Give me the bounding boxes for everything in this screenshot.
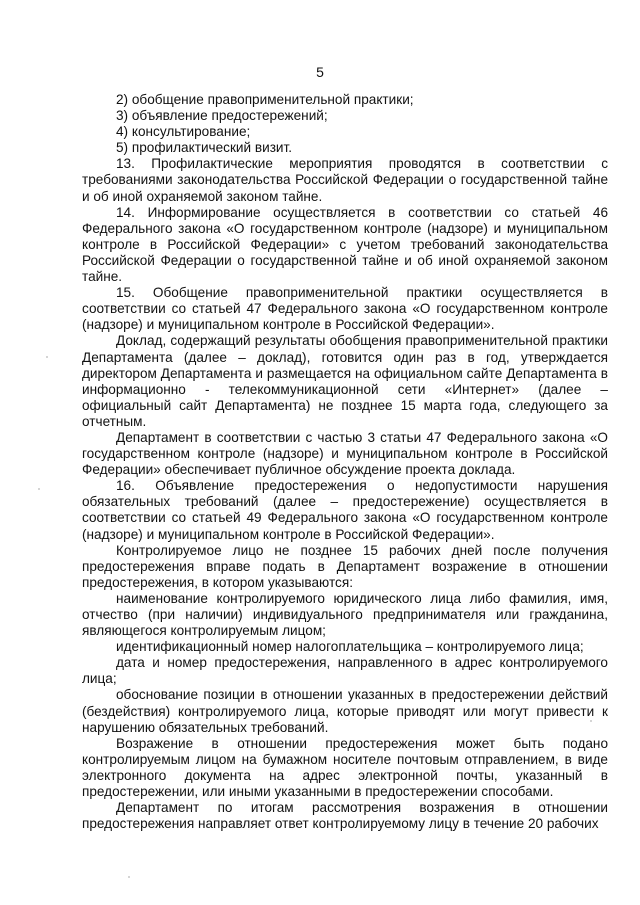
paragraph-16: 16. Объявление предостережения о недопустимости нарушения обязательных требований (далее – предостережение) осуществляется в соответствии со статьей 49 Федерального закона «О государственном контроле (надзоре) и муниципальном контроле в Российской Федерации». [82, 478, 608, 542]
list-item-4: 4) консультирование; [116, 124, 251, 140]
list-item-5: 5) профилактический визит. [116, 140, 293, 156]
paragraph-15: 15. Обобщение правоприменительной практики осуществляется в соответствии со статьей 47 Федерального закона «О государственном контроле (надзоре) и муниципальном контроле в Российской Федерации». [82, 285, 608, 333]
scan-speck [38, 488, 40, 490]
paragraph-objection-inn: идентификационный номер налогоплательщика – контролируемого лица; [116, 639, 584, 655]
paragraph-14: 14. Информирование осуществляется в соответствии со статьей 46 Федерального закона «О государственном контроле (надзоре) и муниципальном контроле в Российской Федерации» с учетом требований законодательства Российской Федерации о государственной тайне и об иной охраняемой законом тайне. [82, 204, 608, 285]
scan-speck [590, 720, 592, 722]
scan-speck [128, 876, 130, 878]
paragraph-report: Доклад, содержащий результаты обобщения правоприменительной практики Департамента (далее – доклад), готовится один раз в год, утверждается директором Департамента и размещается на официальном сайте Департамента в информационно - телекоммуникационной сети «Интернет» (далее – официальный сайт Департамента) не позднее 15 марта года, следующего за отчетным. [82, 333, 608, 429]
paragraph-objection-justification: обоснование позиции в отношении указанных в предостережении действий (бездействия) контролируемого лица, которые приводят или могут привести к нарушению обязательных требований. [82, 687, 608, 735]
list-item-3: 3) объявление предостережений; [116, 108, 328, 124]
paragraph-objection: Контролируемое лицо не позднее 15 рабочих дней после получения предостережения вправе подать в Департамент возражение в отношении предостережения, в котором указываются: [82, 542, 608, 590]
scan-speck [46, 356, 48, 358]
paragraph-response: Департамент по итогам рассмотрения возражения в отношении предостережения направляет ответ контролируемому лицу в течение 20 рабочих [82, 800, 608, 832]
list-item-2: 2) обобщение правоприменительной практики; [116, 92, 414, 107]
page-body [82, 92, 608, 832]
page-number: 5 [316, 64, 324, 80]
paragraph-13: 13. Профилактические мероприятия проводятся в соответствии с требованиями законодательства Российской Федерации о государственной тайне и об иной охраняемой законом тайне. [82, 156, 608, 204]
paragraph-public-discussion: Департамент в соответствии с частью 3 статьи 47 Федерального закона «О государственном контроле (надзоре) и муниципальном контроле в Российской Федерации» обеспечивает публичное обсуждение проекта доклада. [82, 429, 608, 478]
paragraph-objection-date: дата и номер предостережения, направленного в адрес контролируемого лица; [82, 655, 608, 687]
paragraph-objection-name: наименование контролируемого юридического лица либо фамилия, имя, отчество (при наличии) индивидуального предпринимателя или гражданина, являющегося контролируемым лицом; [82, 590, 608, 639]
paragraph-objection-submission: Возражение в отношении предостережения может быть подано контролируемым лицом на бумажном носителе почтовым отправлением, в виде электронного документа на адрес электронной почты, указанный в предостережении, или иными указанными в предостережении способами. [82, 735, 608, 800]
